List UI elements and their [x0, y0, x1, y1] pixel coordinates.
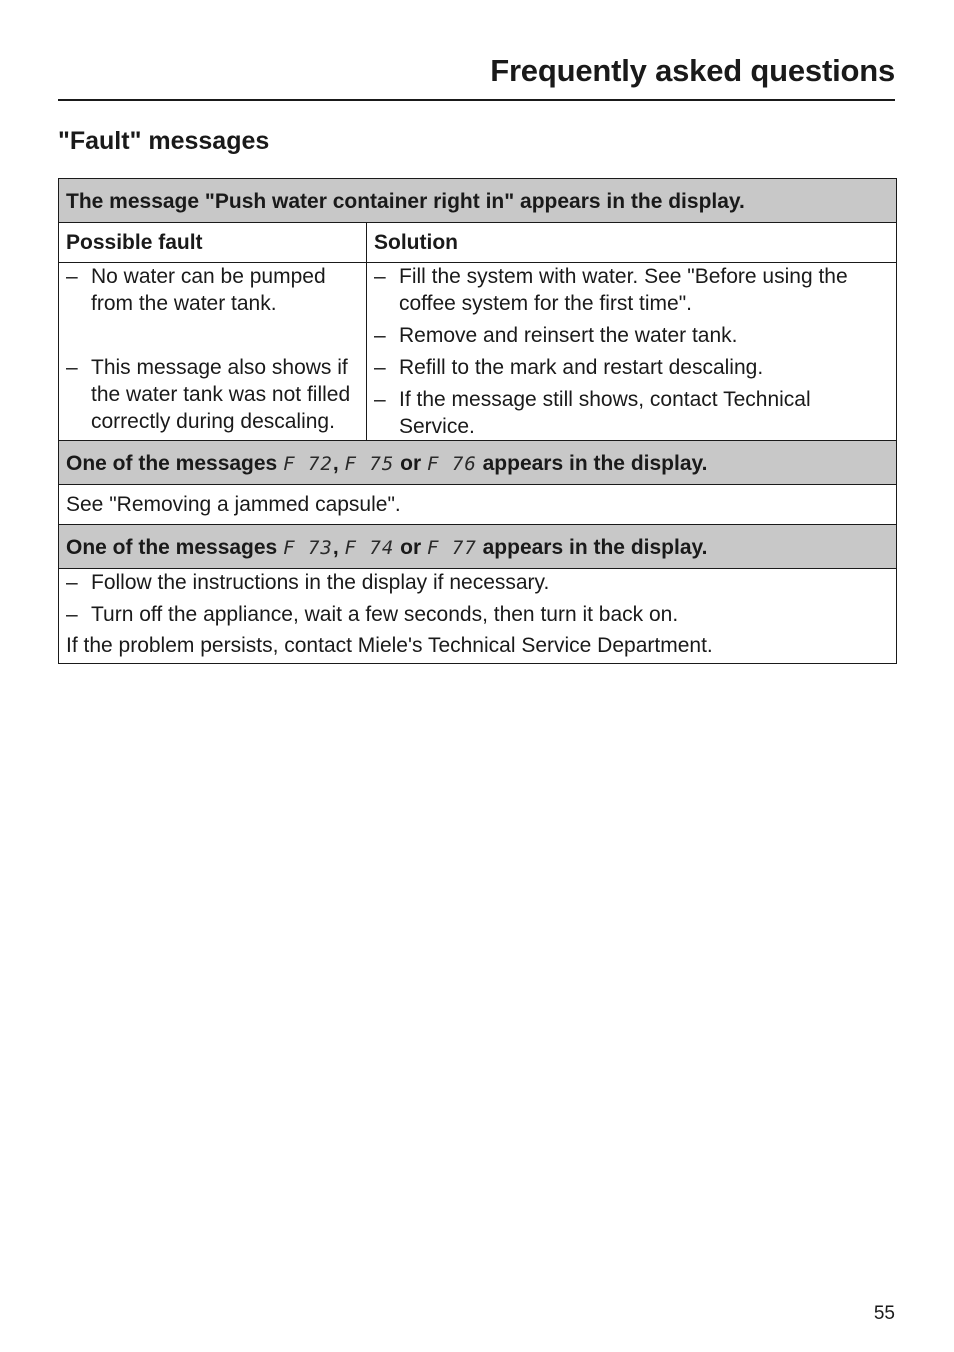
- fault-cell: [59, 263, 367, 441]
- fault-code: F 77: [427, 536, 477, 559]
- section-title: "Fault" messages: [58, 127, 270, 155]
- group2-content-row: [59, 485, 897, 525]
- solution-cell: [367, 263, 897, 441]
- fault-item: – This message also shows if the water tank was not filled correctly during descaling.: [66, 354, 358, 435]
- group3-content: [59, 569, 897, 664]
- group2-heading-suffix: appears in the display.: [482, 451, 708, 475]
- fault-code: F 75: [344, 452, 395, 475]
- group1-content-row: [59, 263, 897, 441]
- fault-code: F 74: [344, 536, 395, 559]
- action-item: – Follow the instructions in the display if necessary.: [66, 569, 888, 596]
- group1-heading-row: [59, 179, 897, 223]
- action-list: [66, 569, 888, 628]
- group1-heading: The message "Push water container right in" appears in the display.: [59, 179, 897, 223]
- solution-item: – If the message still shows, contact Technical Service.: [374, 386, 888, 440]
- group2-heading-row: [59, 441, 897, 485]
- solution-item: – Remove and reinsert the water tank.: [374, 322, 888, 349]
- group2-heading-prefix: One of the messages: [66, 451, 278, 475]
- action-item: – Turn off the appliance, wait a few seconds, then turn it back on.: [66, 601, 888, 628]
- fault-item: – No water can be pumped from the water tank.: [66, 263, 358, 317]
- page-title: Frequently asked questions: [490, 53, 895, 88]
- fault-code: F 72: [283, 452, 333, 475]
- separator-comma: ,: [332, 535, 339, 559]
- group3-heading-row: [59, 525, 897, 569]
- solution-item: – Refill to the mark and restart descaling.: [374, 354, 888, 381]
- separator-or: or: [400, 451, 422, 475]
- solution-list: [374, 263, 888, 440]
- group3-heading-suffix: appears in the display.: [482, 535, 708, 559]
- group3-heading: [59, 525, 897, 569]
- column-header-row: [59, 223, 897, 263]
- separator-comma: ,: [332, 451, 339, 475]
- solution-item: – Fill the system with water. See "Before using the coffee system for the first time".: [374, 263, 888, 317]
- fault-list: [66, 263, 358, 435]
- fault-code: F 73: [283, 536, 333, 559]
- possible-fault-header: Possible fault: [59, 223, 367, 263]
- group2-heading: [59, 441, 897, 485]
- page-number: 55: [873, 1303, 895, 1324]
- separator-or: or: [400, 535, 422, 559]
- service-note: If the problem persists, contact Miele's Technical Service Department.: [66, 634, 713, 657]
- group2-text: See "Removing a jammed capsule".: [59, 485, 897, 525]
- group3-heading-prefix: One of the messages: [66, 535, 278, 559]
- solution-header: Solution: [367, 223, 897, 263]
- group3-content-row: [59, 569, 897, 664]
- fault-messages-table: [58, 178, 897, 664]
- page-header: [58, 52, 895, 101]
- fault-code: F 76: [427, 452, 477, 475]
